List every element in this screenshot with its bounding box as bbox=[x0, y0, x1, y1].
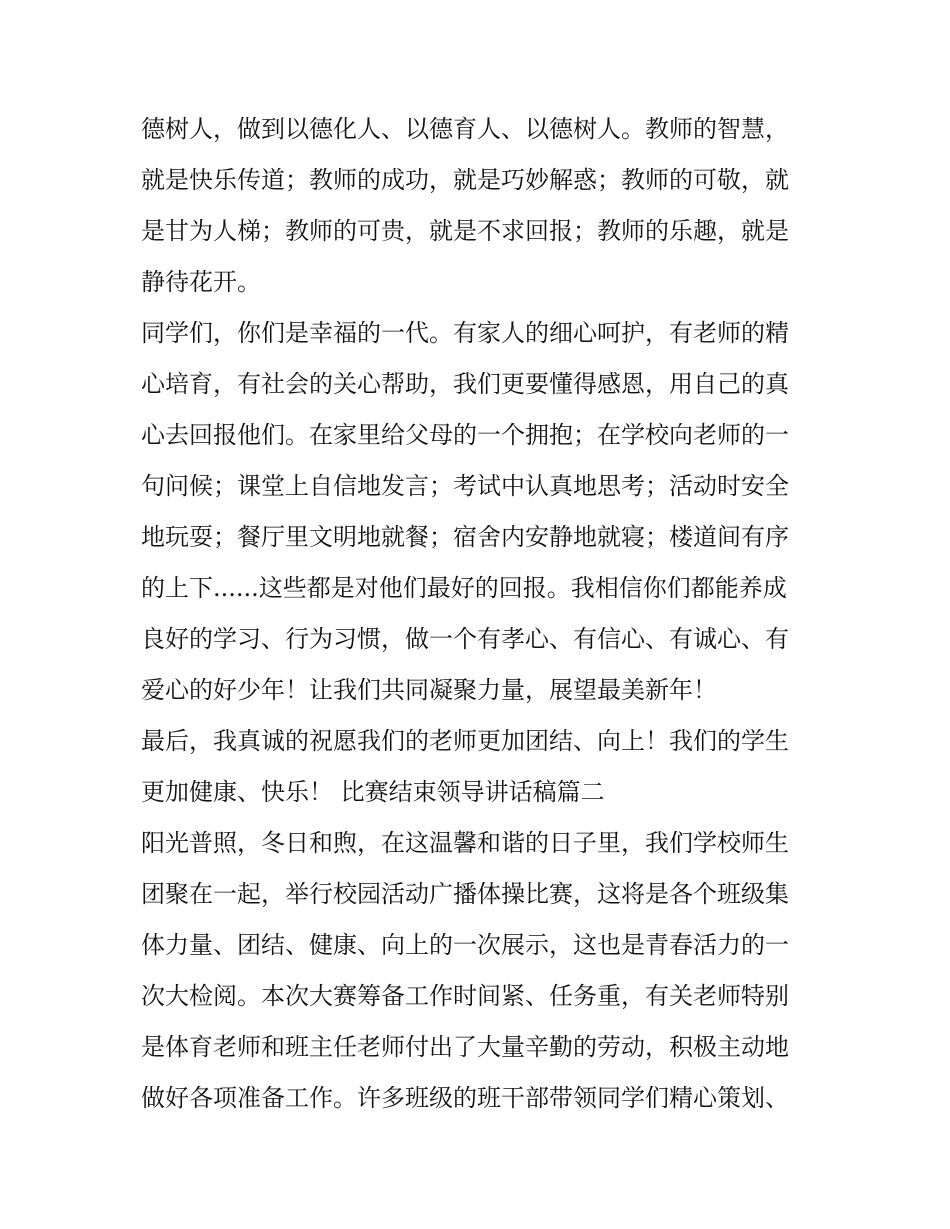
text-line: 最后，我真诚的祝愿我们的老师更加团结、向上！我们的学生 bbox=[141, 727, 789, 755]
text-line: 爱心的好少年！让我们共同凝聚力量，展望最美新年！ bbox=[141, 676, 717, 704]
document-body bbox=[141, 104, 821, 1124]
text-line: 地玩耍；餐厅里文明地就餐；宿舍内安静地就寝；楼道间有序 bbox=[141, 523, 789, 551]
text-line: 心培育，有社会的关心帮助，我们更要懂得感恩，用自己的真 bbox=[141, 370, 789, 398]
text-line: 同学们，你们是幸福的一代。有家人的细心呵护，有老师的精 bbox=[141, 319, 789, 347]
text-line: 次大检阅。本次大赛筹备工作时间紧、任务重，有关老师特别 bbox=[141, 982, 789, 1010]
text-line: 是甘为人梯；教师的可贵，就是不求回报；教师的乐趣，就是 bbox=[141, 217, 789, 245]
text-line: 句问候；课堂上自信地发言；考试中认真地思考；活动时安全 bbox=[141, 472, 789, 500]
text-line: 团聚在一起，举行校园活动广播体操比赛，这将是各个班级集 bbox=[141, 880, 789, 908]
text-line: 德树人，做到以德化人、以德育人、以德树人。教师的智慧， bbox=[141, 115, 789, 143]
text-line: 就是快乐传道；教师的成功，就是巧妙解惑；教师的可敬，就 bbox=[141, 166, 789, 194]
text-line: 良好的学习、行为习惯，做一个有孝心、有信心、有诚心、有 bbox=[141, 625, 789, 653]
text-line: 做好各项准备工作。许多班级的班干部带领同学们精心策划、 bbox=[141, 1084, 789, 1112]
text-line: 静待花开。 bbox=[141, 268, 261, 296]
text-line: 是体育老师和班主任老师付出了大量辛勤的劳动，积极主动地 bbox=[141, 1033, 789, 1061]
text-line: 心去回报他们。在家里给父母的一个拥抱；在学校向老师的一 bbox=[141, 421, 789, 449]
text-line: 更加健康、快乐！ 比赛结束领导讲话稿篇二 bbox=[141, 778, 605, 806]
text-line: 体力量、团结、健康、向上的一次展示，这也是青春活力的一 bbox=[141, 931, 789, 959]
text-line: 的上下......这些都是对他们最好的回报。我相信你们都能养成 bbox=[141, 574, 787, 602]
text-line: 阳光普照，冬日和煦，在这温馨和谐的日子里，我们学校师生 bbox=[141, 829, 789, 857]
